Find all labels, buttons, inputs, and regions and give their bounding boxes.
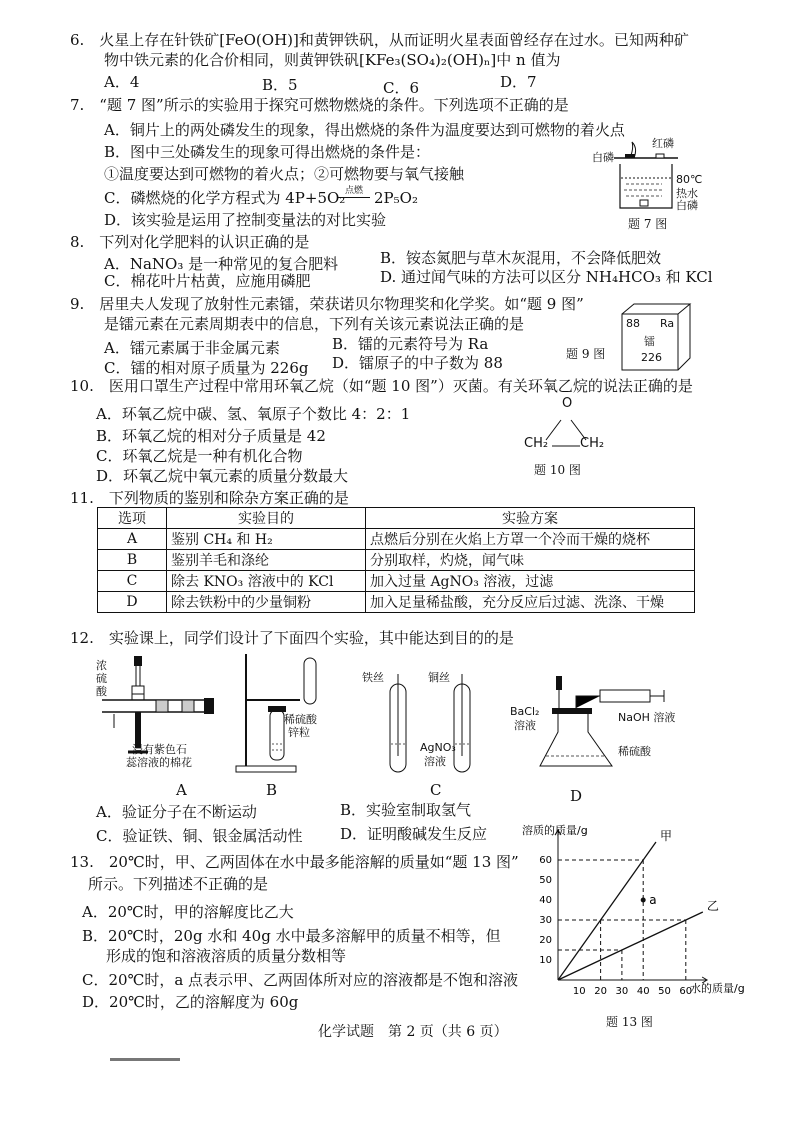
fig9-caption: 题 9 图: [566, 347, 606, 361]
q11-header-plan: 实验方案: [366, 508, 695, 529]
q7-option-a: A．铜片上的两处磷发生的现象，得出燃烧的条件为温度要达到可燃物的着火点: [104, 121, 625, 139]
q12-option-b: B．实验室制取氢气: [340, 801, 472, 819]
table-cell: C: [98, 571, 167, 592]
q11-table: [97, 507, 695, 613]
fig12a-letter: A: [176, 781, 187, 799]
fig10-ch2-right: CH₂: [580, 436, 605, 451]
fig12a-caption-l2: 蕊溶液的棉花: [126, 756, 192, 769]
x-axis-label: 水的质量/g: [690, 982, 745, 995]
y-axis-label: 溶质的质量/g: [522, 824, 588, 837]
table-cell: 除去 KNO₃ 溶液中的 KCl: [167, 571, 366, 592]
q11-stem: 11. 下列物质的鉴别和除杂方案正确的是: [70, 489, 349, 507]
x-tick-label: 10: [572, 986, 586, 997]
q8-stem: 8. 下列对化学肥料的认识正确的是: [70, 233, 310, 251]
fig12b-apparatus: [232, 650, 332, 776]
q6-stem-line1: 6. 火星上存在针铁矿[FeO(OH)]和黄钾铁矾，从而证明火星表面曾经存在过水。已知两种矿: [70, 31, 689, 49]
q10-option-a: A．环氧乙烷中碳、氢、氧原子个数比 4：2：1: [96, 405, 411, 423]
y-tick-label: 50: [539, 875, 552, 886]
fig10-ch2-left: CH₂: [524, 436, 549, 451]
point-a: [641, 898, 646, 903]
q9-option-b: B．镭的元素符号为 Ra: [332, 335, 489, 353]
table-row: [98, 592, 695, 613]
q13-option-b-line2: 形成的饱和溶液溶质的质量分数相等: [106, 947, 347, 965]
q13-option-d: D．20℃时，乙的溶解度为 60g: [82, 993, 299, 1011]
q13-chart: [506, 822, 745, 1014]
q6-option-b: B．5: [262, 76, 298, 94]
q9-option-a: A．镭元素属于非金属元素: [104, 339, 280, 357]
series-line-1: [558, 842, 656, 980]
series-label-2: 乙: [706, 899, 719, 913]
table-cell: B: [98, 550, 167, 571]
fig7-water-label: 热水: [676, 187, 698, 200]
fig7-caption: 题 7 图: [628, 217, 668, 231]
x-tick-label: 40: [636, 986, 650, 997]
q7-equation-product: 2P₅O₂: [374, 189, 418, 207]
q7-reaction-condition: 点燃: [344, 186, 363, 196]
table-cell: 加入足量稀盐酸，充分反应后过滤、洗涤、干燥: [366, 592, 695, 613]
q7-option-d: D．该实验是运用了控制变量法的对比实验: [104, 211, 387, 229]
q9-option-d: D．镭原子的中子数为 88: [332, 354, 503, 372]
table-row: [98, 550, 695, 571]
q8-option-b: B．铵态氮肥与草木灰混用，不会降低肥效: [380, 249, 662, 267]
fig12d-acid-label: 稀硫酸: [618, 745, 651, 758]
table-row: [98, 529, 695, 550]
q8-option-a: A．NaNO₃ 是一种常见的复合肥料: [104, 255, 339, 273]
q10-option-b: B．环氧乙烷的相对分子质量是 42: [96, 427, 326, 445]
q9-stem: 9. 居里夫人发现了放射性元素镭，荣获诺贝尔物理奖和化学奖。如“题 9 图”: [70, 295, 584, 313]
fig7-white-p-top-label: 白磷: [592, 151, 614, 164]
table-cell: A: [98, 529, 167, 550]
fig12d-solution-label: 溶液: [514, 719, 536, 732]
q8-option-d: D. 通过闻气味的方法可以区分 NH₄HCO₃ 和 KCl: [380, 268, 713, 286]
q12-option-a: A．验证分子在不断运动: [96, 803, 257, 821]
q7-reaction-arrow: [338, 197, 370, 198]
x-tick-label: 30: [615, 986, 629, 997]
q10-option-c: C．环氧乙烷是一种有机化合物: [96, 447, 303, 465]
q12-option-c: C．验证铁、铜、银金属活动性: [96, 827, 303, 845]
x-tick-label: 60: [679, 986, 693, 997]
fig12c-iron-label: 铁丝: [362, 671, 384, 684]
fig7-temp-label: 80℃: [676, 173, 703, 186]
q6-option-a: A．4: [104, 73, 140, 91]
fig7-white-p-bottom-label: 白磷: [676, 199, 698, 212]
fig10-oxygen: O: [562, 396, 573, 411]
q7-option-b: B．图中三处磷发生的现象可得出燃烧的条件是：: [104, 143, 431, 161]
q6-option-c: C．6: [383, 79, 420, 97]
table-cell: 除去铁粉中的少量铜粉: [167, 592, 366, 613]
fig10-caption: 题 10 图: [534, 463, 581, 477]
fig12b-zinc-label: 锌粒: [288, 726, 310, 739]
q6-stem-line2: 物中铁元素的化合价相同，则黄钾铁矾[KFe₃(SO₄)₂(OH)ₙ]中 n 值为: [104, 51, 561, 69]
y-tick-label: 10: [539, 955, 552, 966]
q6-option-d: D．7: [500, 73, 537, 91]
fig12c-solution-l1: AgNO₃: [420, 741, 456, 754]
x-tick-label: 20: [594, 986, 607, 997]
table-cell: 点燃后分别在火焰上方罩一个冷而干燥的烧杯: [366, 529, 695, 550]
table-row: [98, 571, 695, 592]
fig9-symbol: Ra: [660, 317, 675, 330]
fig12b-acid-label: 稀硫酸: [284, 713, 317, 726]
fig12a-label-l3: 酸: [96, 685, 107, 698]
q13-option-c: C．20℃时，a 点表示甲、乙两固体所对应的溶液都是不饱和溶液: [82, 971, 519, 989]
q7-stem: 7. “题 7 图”所示的实验用于探究可燃物燃烧的条件。下列选项不正确的是: [70, 96, 569, 114]
q7-option-c: C．磷燃烧的化学方程式为 4P+5O₂: [104, 189, 346, 207]
q10-option-d: D．环氧乙烷中氧元素的质量分数最大: [96, 467, 349, 485]
q11-header-row: [98, 508, 695, 529]
q13-option-b: B．20℃时，20g 水和 40g 水中最多溶解甲的质量不相等，但: [82, 927, 501, 945]
fig12a-label-l1: 浓: [96, 659, 107, 672]
q9-stem-line2: 是镭元素在元素周期表中的信息，下列有关该元素说法正确的是: [104, 315, 525, 333]
scan-mark: [110, 1058, 180, 1061]
series-line-2: [558, 912, 703, 980]
point-a-label: a: [649, 893, 657, 907]
fig12c-letter: C: [430, 781, 442, 799]
fig7-red-p-label: 红磷: [652, 137, 674, 150]
fig12d-bacl2-label: BaCl₂: [510, 705, 540, 718]
fig12a-label-l2: 硫: [96, 672, 107, 685]
q11-header-purpose: 实验目的: [167, 508, 366, 529]
series-label-1: 甲: [659, 829, 672, 843]
fig12b-letter: B: [266, 781, 278, 799]
q11-header-option: 选项: [98, 508, 167, 529]
q8-option-c: C．棉花叶片枯黄，应施用磷肥: [104, 272, 311, 290]
q13-caption: 题 13 图: [606, 1015, 653, 1029]
fig12a-caption-l1: 浸有紫色石: [132, 743, 187, 756]
fig9-mass: 226: [641, 351, 662, 364]
fig12d-letter: D: [570, 787, 583, 805]
fig9-name: 镭: [644, 335, 655, 348]
q13-stem-line2: 所示。下列描述不正确的是: [88, 875, 269, 893]
q10-stem: 10. 医用口罩生产过程中常用环氧乙烷（如“题 10 图”）灭菌。有关环氧乙烷的说法正确的是: [70, 377, 693, 395]
q9-option-c: C．镭的相对原子质量为 226g: [104, 359, 309, 377]
q13-option-a: A．20℃时，甲的溶解度比乙大: [82, 903, 294, 921]
y-tick-label: 60: [539, 855, 552, 866]
q12-option-d: D．证明酸碱发生反应: [340, 825, 488, 843]
table-cell: 鉴别 CH₄ 和 H₂: [167, 529, 366, 550]
y-tick-label: 20: [539, 935, 552, 946]
x-tick-label: 50: [658, 986, 671, 997]
table-cell: D: [98, 592, 167, 613]
y-tick-label: 40: [539, 895, 552, 906]
y-tick-label: 30: [539, 915, 552, 926]
q13-stem: 13. 20℃时，甲、乙两固体在水中最多能溶解的质量如“题 13 图”: [70, 853, 519, 871]
fig12c-solution-l2: 溶液: [424, 755, 446, 768]
table-cell: 分别取样，灼烧，闻气味: [366, 550, 695, 571]
fig9-atomic-number: 88: [626, 317, 640, 330]
page-footer: 化学试题 第 2 页（共 6 页）: [318, 1024, 508, 1040]
table-cell: 加入过量 AgNO₃ 溶液，过滤: [366, 571, 695, 592]
fig12d-naoh-label: NaOH 溶液: [618, 711, 676, 724]
q7-option-b-detail: ①温度要达到可燃物的着火点；②可燃物要与氧气接触: [104, 165, 465, 183]
table-cell: 鉴别羊毛和涤纶: [167, 550, 366, 571]
q12-stem: 12. 实验课上，同学们设计了下面四个实验，其中能达到目的的是: [70, 629, 514, 647]
fig12c-copper-label: 铜丝: [428, 671, 450, 684]
